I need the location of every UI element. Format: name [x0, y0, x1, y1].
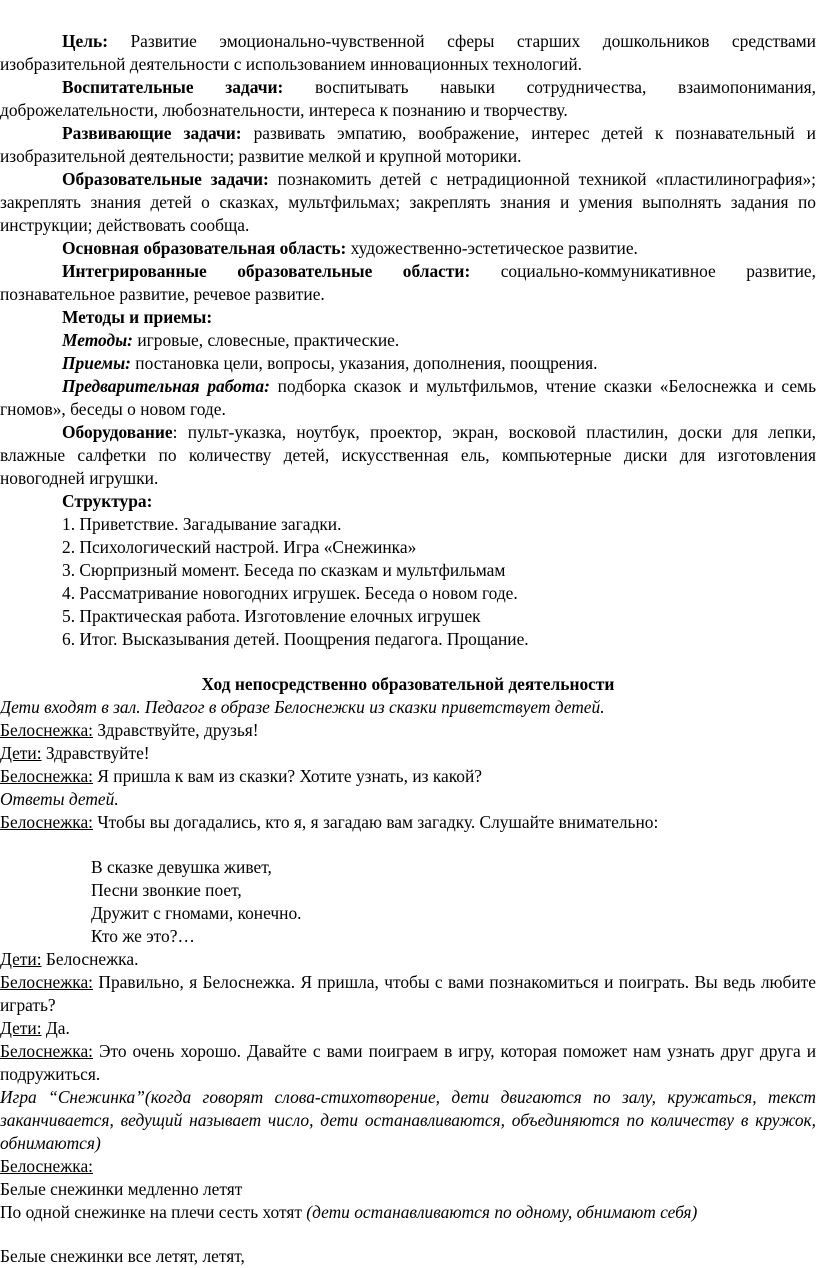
methods-paragraph — [0, 329, 816, 352]
speaker-label: Белоснежка: — [0, 812, 94, 832]
lesson-intro: Дети входят в зал. Педагог в образе Белоснежки из сказки приветствует детей. — [0, 697, 605, 717]
speaker-label: Дети: — [0, 1018, 42, 1038]
spacer — [0, 834, 816, 856]
integrated-areas-label: Интегрированные образовательные области: — [62, 261, 471, 281]
riddle-line: Дружит с гномами, конечно. — [91, 903, 302, 923]
speaker-text: Да. — [41, 1018, 70, 1038]
speaker-label: Белоснежка: — [0, 720, 94, 740]
goal-label: Цель: — [62, 31, 108, 51]
developing-tasks-paragraph — [0, 122, 816, 168]
structure-heading: Структура: — [62, 491, 153, 511]
teaching-tasks-label: Образовательные задачи: — [62, 169, 269, 189]
prework-label: Предварительная работа: — [62, 376, 270, 396]
dialogue-line — [0, 719, 816, 742]
speaker-text: Здравствуйте, друзья! — [93, 720, 259, 740]
verse-text: По одной снежинке на плечи сесть хотят — [0, 1202, 307, 1222]
speaker-text: Я пришла к вам из сказки? Хотите узнать, из какой? — [93, 766, 483, 786]
dialogue-line — [0, 811, 816, 834]
speaker-label: Белоснежка: — [0, 972, 94, 992]
integrated-areas-text: социально-коммуникативное развитие, познавательное развитие, речевое развитие. — [0, 261, 816, 304]
educational-tasks-paragraph — [0, 76, 816, 122]
speaker-text: Это очень хорошо. Давайте с вами поиграем в игру, которая поможет нам узнать друг друга и подружиться. — [0, 1041, 816, 1084]
integrated-areas-paragraph — [0, 260, 816, 306]
dialogue-line — [0, 971, 816, 1017]
equipment-label: Оборудование — [62, 422, 173, 442]
main-area-paragraph — [0, 237, 816, 260]
main-area-label: Основная образовательная область: — [62, 238, 347, 258]
structure-item: 1. Приветствие. Загадывание загадки. — [62, 514, 342, 534]
techniques-text: постановка цели, вопросы, указания, дополнения, поощрения. — [130, 353, 598, 373]
educational-tasks-label: Воспитательные задачи: — [62, 77, 284, 97]
prework-text: подборка сказок и мультфильмов, чтение сказки «Белоснежка и семь гномов», беседы о новом годе. — [0, 376, 816, 419]
developing-tasks-label: Развивающие задачи: — [62, 123, 242, 143]
speaker-label: Дети: — [0, 743, 42, 763]
speaker-text: Белоснежка. — [41, 949, 139, 969]
spacer — [0, 651, 816, 673]
dialogue-line — [0, 1040, 816, 1086]
dialogue-line — [0, 948, 816, 971]
techniques-paragraph — [0, 352, 816, 375]
children-answers: Ответы детей. — [0, 789, 119, 809]
speaker-label: Белоснежка: — [0, 1041, 94, 1061]
goal-paragraph — [0, 30, 816, 76]
dialogue-line — [0, 1155, 816, 1178]
riddle-line: Песни звонкие поет, — [91, 880, 242, 900]
speaker-label: Белоснежка: — [0, 766, 94, 786]
structure-item: 6. Итог. Высказывания детей. Поощрения педагога. Прощание. — [62, 629, 529, 649]
dialogue-line — [0, 1017, 816, 1040]
riddle-line: В сказке девушка живет, — [91, 857, 272, 877]
speaker-text: Правильно, я Белоснежка. Я пришла, чтобы с вами познакомиться и поиграть. Вы ведь любите играть? — [0, 972, 816, 1015]
speaker-text: Здравствуйте! — [41, 743, 150, 763]
dialogue-line — [0, 765, 816, 788]
teaching-tasks-paragraph — [0, 168, 816, 237]
equipment-text: : пульт-указка, ноутбук, проектор, экран, восковой пластилин, доски для лепки, влажные салфетки по количеству детей, искусственная ель, компьютерные диски для изготовления новогодней игрушки. — [0, 422, 816, 488]
speaker-text: Чтобы вы догадались, кто я, я загадаю вам загадку. Слушайте внимательно: — [93, 812, 659, 832]
verse-line: Белые снежинки медленно летят — [0, 1179, 243, 1199]
spacer — [0, 1224, 816, 1245]
verse-note: (дети останавливаются по одному, обнимают себя) — [306, 1202, 698, 1222]
verse-line: Белые снежинки все летят, летят, — [0, 1246, 245, 1266]
dialogue-line — [0, 742, 816, 765]
speaker-label: Белоснежка: — [0, 1156, 94, 1176]
riddle-line: Кто же это?… — [91, 926, 195, 946]
main-area-text: художественно-эстетическое развитие. — [346, 238, 638, 258]
structure-item: 4. Рассматривание новогодних игрушек. Беседа о новом годе. — [62, 583, 518, 603]
structure-item: 5. Практическая работа. Изготовление елочных игрушек — [62, 606, 481, 626]
lesson-title: Ход непосредственно образовательной деятельности — [201, 674, 615, 694]
methods-label: Методы: — [62, 330, 133, 350]
educational-tasks-text: воспитывать навыки сотрудничества, взаимопонимания, доброжелательности, любознательности, интереса к познанию и творчеству. — [0, 77, 816, 120]
game-note: Игра “Снежинка”(когда говорят слова-стихотворение, дети двигаются по залу, кружаться, текст заканчивается, ведущий называет число, дети останавливаются, объединяются по количеству в кружок, обнимаются) — [0, 1087, 816, 1153]
teaching-tasks-text: познакомить детей с нетрадиционной техникой «пластилинография»; закреплять знания детей о сказках, мультфильмах; закреплять знания и умения выполнять задания по инструкции; действовать сообща. — [0, 169, 816, 235]
developing-tasks-text: развивать эмпатию, воображение, интерес детей к познавательный и изобразительной деятельности; развитие мелкой и крупной моторики. — [0, 123, 816, 166]
prework-paragraph — [0, 375, 816, 421]
methods-heading: Методы и приемы: — [62, 307, 213, 327]
methods-text: игровые, словесные, практические. — [132, 330, 400, 350]
structure-item: 3. Сюрпризный момент. Беседа по сказкам и мультфильмам — [62, 560, 506, 580]
verse-line — [0, 1201, 816, 1224]
speaker-label: Дети: — [0, 949, 42, 969]
goal-text: Развитие эмоционально-чувственной сферы старших дошкольников средствами изобразительной деятельности с использованием инновационных технологий. — [0, 31, 816, 74]
techniques-label: Приемы: — [62, 353, 131, 373]
equipment-paragraph — [0, 421, 816, 490]
document-page — [0, 30, 816, 1268]
structure-item: 2. Психологический настрой. Игра «Снежинка» — [62, 537, 417, 557]
